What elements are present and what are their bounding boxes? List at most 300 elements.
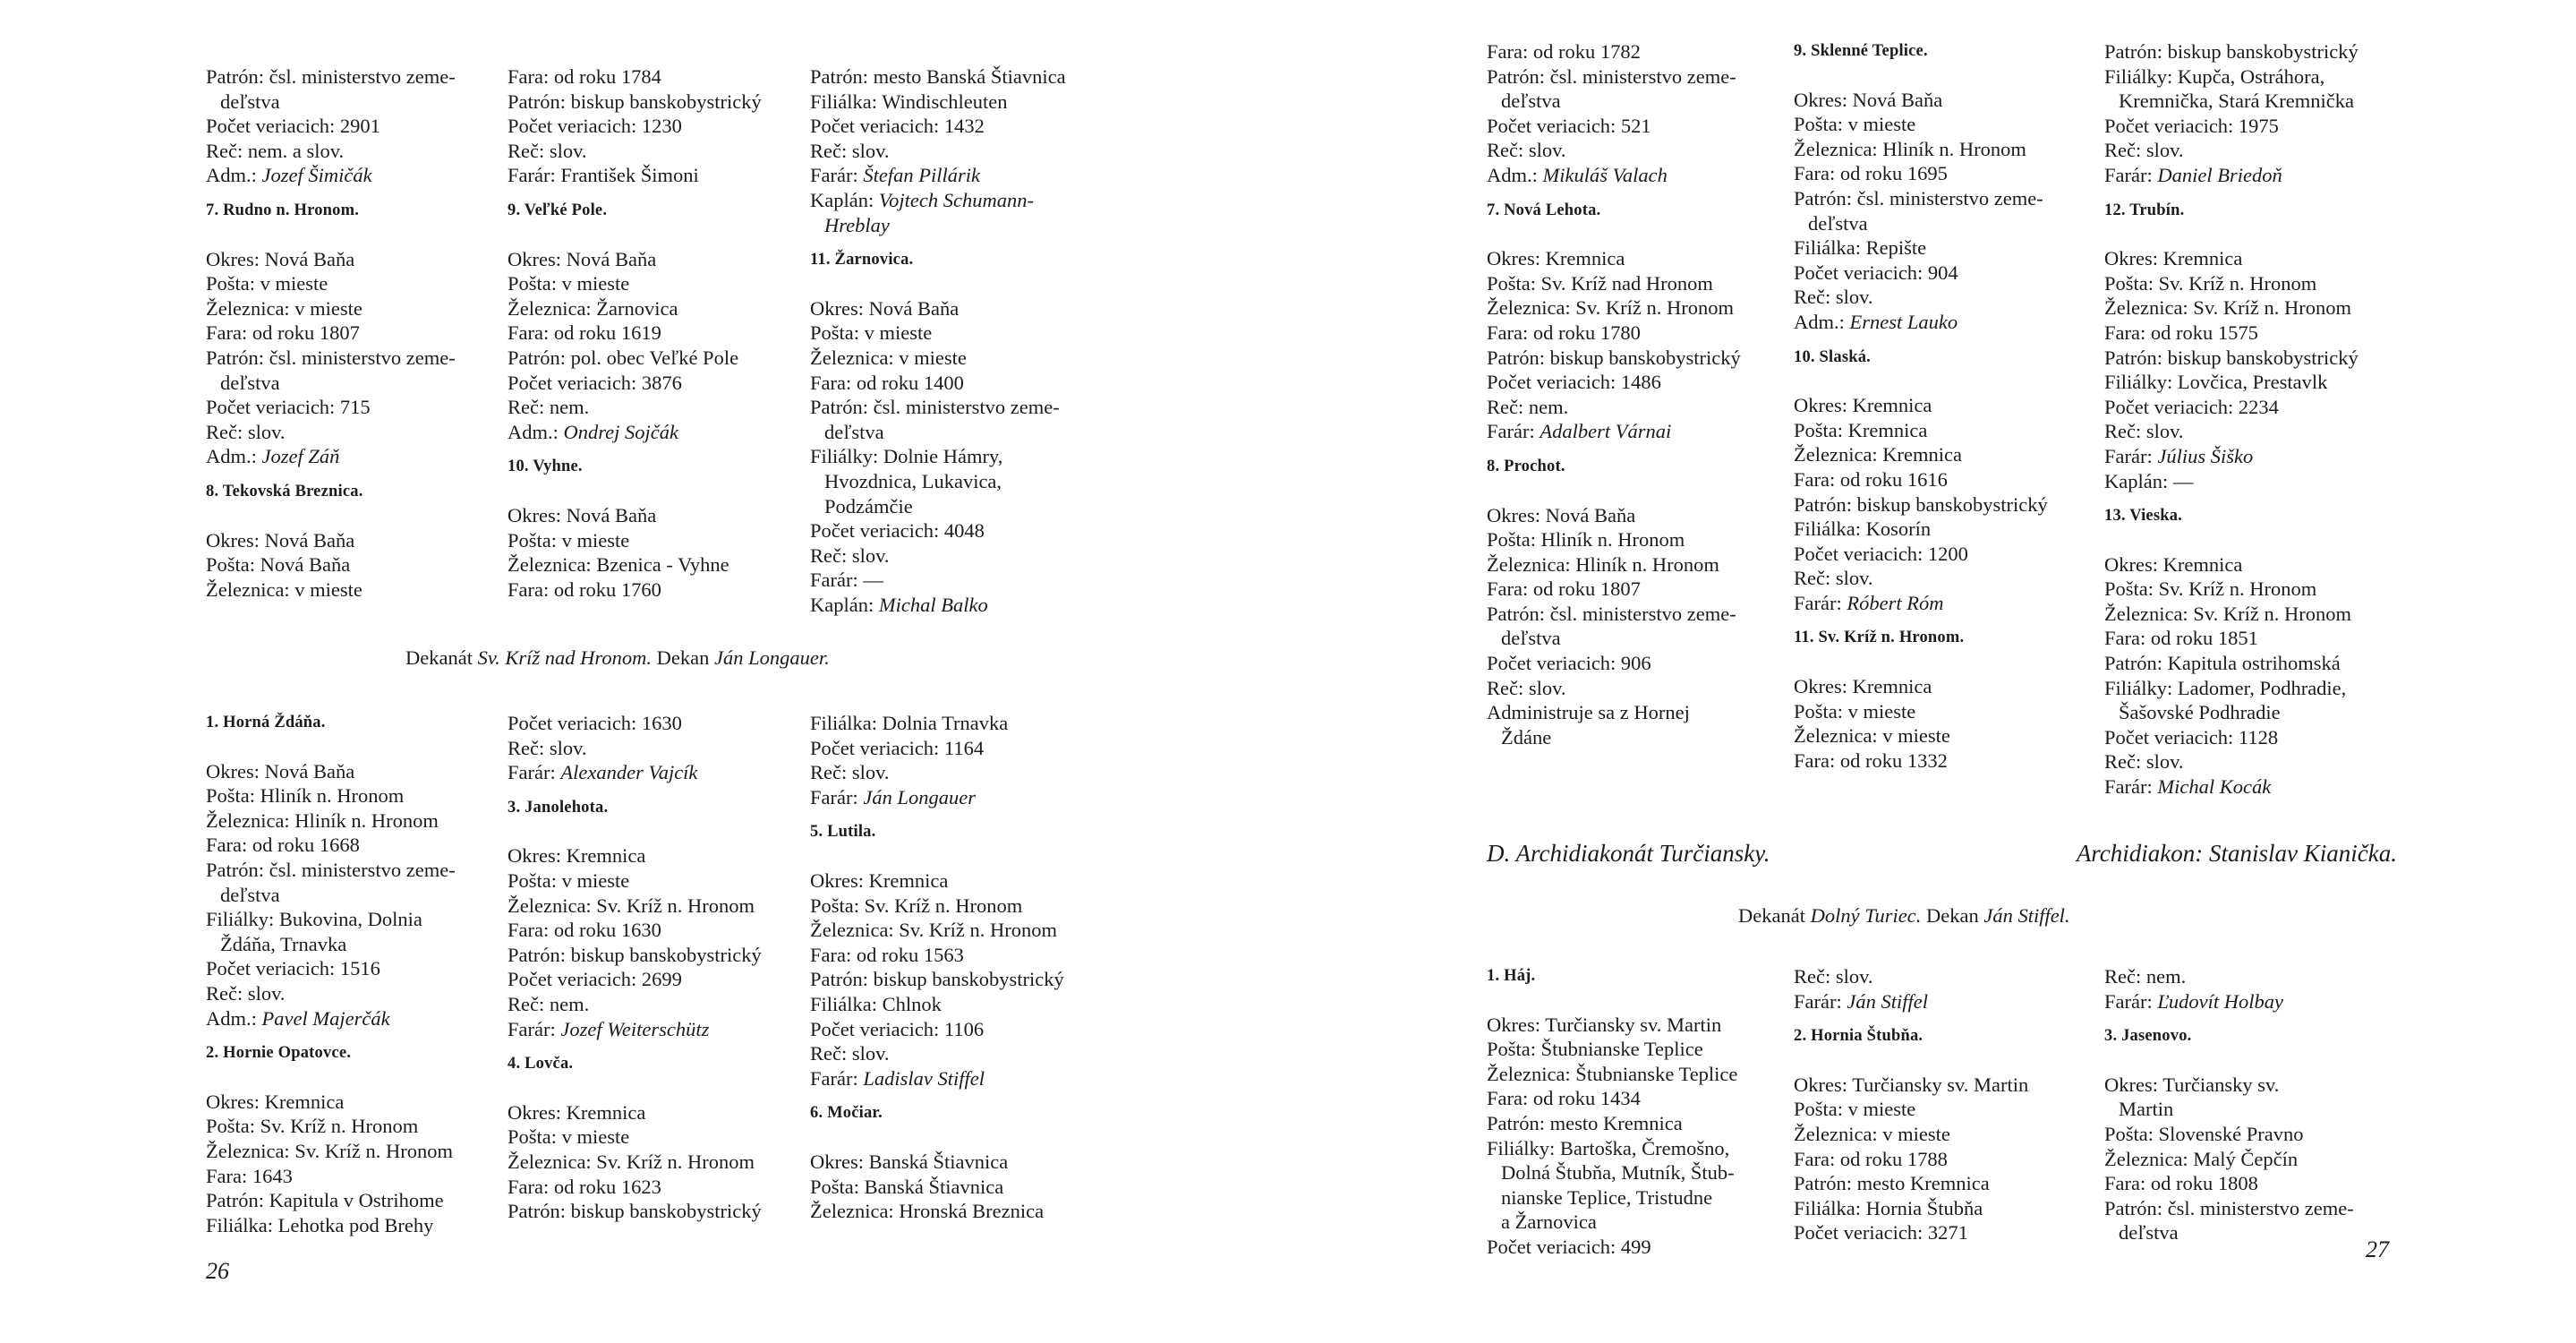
line-text: Počet veriacich: 1975 — [2104, 114, 2279, 137]
line-text: deľstva — [824, 420, 884, 443]
left-col-4 — [206, 711, 510, 1237]
entry-line — [508, 296, 812, 321]
entry-line — [810, 1041, 1114, 1066]
entry-line — [810, 64, 1114, 90]
line-text: Fara: od roku 1400 — [810, 371, 964, 394]
line-text: Fara: od roku 1623 — [508, 1175, 661, 1198]
person-name: Adalbert Várnai — [1540, 420, 1672, 443]
line-text: Fara: od roku 1695 — [1794, 162, 1948, 185]
entry-line — [508, 1150, 812, 1175]
line-text: Filiálka: Chlnok — [810, 992, 942, 1015]
line-text: Farár: — [2104, 775, 2158, 799]
line-text: Reč: slov. — [810, 543, 890, 567]
entry-line — [1487, 89, 1791, 114]
entry-line — [206, 552, 510, 577]
line-text: Fara: od roku 1434 — [1487, 1087, 1641, 1110]
line-text: Fara: od roku 1563 — [810, 943, 964, 966]
line-text: Farár: — [508, 761, 561, 784]
line-text: Patrón: biskup banskobystrický — [508, 943, 762, 966]
parish-entry — [1487, 964, 1791, 1260]
person-name: Ján Longauer — [863, 785, 976, 808]
entry-line — [2104, 577, 2409, 602]
entry-line — [206, 759, 510, 784]
line-text: Patrón: mesto Kremnica — [1487, 1111, 1683, 1134]
line-text: Železnica: v mieste — [206, 577, 363, 601]
entry-line — [206, 783, 510, 808]
line-text: Okres: Kremnica — [2104, 552, 2243, 576]
line-text: Počet veriacich: 521 — [1487, 114, 1651, 137]
right-col-3 — [2104, 39, 2409, 800]
person-name: Jozef Záň — [261, 445, 340, 468]
person-name: Pavel Majerčák — [261, 1006, 390, 1030]
parish-title: 11. Sv. Kríž n. Hronom. — [1794, 629, 1965, 647]
line-text: Fara: od roku 1668 — [206, 834, 360, 857]
entry-line — [1487, 346, 1791, 371]
person-name: Vojtech Schumann- — [878, 188, 1034, 211]
line-text: Farár: — [2104, 444, 2158, 467]
line-text: Farár: — — [810, 569, 883, 592]
line-text: Patrón: biskup banskobystrický — [2104, 346, 2358, 369]
line-text: Okres: Nová Baňa — [206, 247, 355, 270]
person-name: Ľudovít Holbay — [2157, 989, 2283, 1013]
line-text: Okres: Kremnica — [508, 1100, 646, 1124]
entry-line — [2104, 602, 2409, 627]
entry-line — [2104, 725, 2409, 750]
entry-line — [1794, 467, 2098, 492]
entry-line — [206, 321, 510, 346]
line-text: Farár: František Šimoni — [508, 164, 699, 187]
entry-line — [508, 894, 812, 919]
parish-entry — [508, 199, 812, 444]
entry-line — [508, 114, 812, 139]
line-text: Reč: nem. — [2104, 965, 2187, 988]
entry-line — [1794, 442, 2098, 467]
entry-line — [1794, 418, 2098, 443]
entry-line — [2104, 469, 2409, 494]
entry-line — [2104, 749, 2409, 774]
line-text: Počet veriacich: 2901 — [206, 115, 380, 138]
line-text: Reč: nem. a slov. — [206, 139, 345, 162]
entry-line — [810, 188, 1114, 213]
entry-line — [2104, 295, 2409, 321]
parish-entry — [810, 820, 1114, 1091]
entry-line — [508, 90, 812, 115]
entry-line — [508, 760, 812, 785]
entry-line — [1487, 602, 1791, 627]
parish-title: 6. Močiar. — [810, 1104, 883, 1123]
entry-line — [508, 992, 812, 1017]
line-text: Okres: Turčiansky sv. Martin — [1794, 1073, 2029, 1096]
entry-line — [206, 956, 510, 981]
entry-line — [810, 213, 1114, 238]
entry-line — [1794, 748, 2098, 774]
line-text: Farár: — [508, 1017, 561, 1040]
entry-line — [2104, 346, 2409, 371]
left-col-5 — [508, 711, 812, 1224]
line-text: Reč: slov. — [1487, 676, 1566, 699]
line-text: Železnica: v mieste — [1794, 724, 1950, 748]
entry-line — [2104, 989, 2409, 1014]
line-text: Pošta: v mieste — [1794, 699, 1916, 723]
entry-line — [206, 932, 510, 957]
line-text: Reč: slov. — [2104, 420, 2184, 443]
parish-entry — [508, 64, 812, 188]
parish-title: 2. Hornie Opatovce. — [206, 1044, 352, 1063]
entry-line — [1794, 393, 2098, 418]
line-text: Okres: Kremnica — [810, 868, 949, 892]
entry-line — [1487, 527, 1791, 552]
entry-line — [206, 833, 510, 858]
entry-line — [810, 593, 1114, 618]
entry-line — [206, 858, 510, 883]
line-text: Železnica: v mieste — [1794, 1122, 1950, 1145]
entry-line — [1487, 1037, 1791, 1062]
entry-line — [508, 736, 812, 761]
line-text: Patrón: biskup banskobystrický — [1487, 346, 1741, 369]
entry-line — [1487, 577, 1791, 602]
line-text: deľstva — [220, 90, 280, 113]
line-text: Farár: — [810, 1066, 864, 1090]
line-text: deľstva — [1501, 627, 1561, 650]
line-text: Počet veriacich: 1230 — [508, 115, 682, 138]
line-text: Reč: slov. — [1794, 286, 1873, 309]
line-text: Okres: Nová Baňa — [810, 296, 960, 320]
line-text: Fara: od roku 1760 — [508, 577, 661, 601]
entry-line — [810, 736, 1114, 761]
line-text: Fara: od roku 1780 — [1487, 321, 1641, 344]
line-text: Pošta: Sv. Kríž n. Hronom — [810, 894, 1023, 917]
parish-entry — [206, 64, 510, 188]
person-name: Ladislav Stiffel — [863, 1066, 985, 1090]
line-text: Reč: slov. — [2104, 750, 2184, 774]
page-number-left: 26 — [206, 1258, 229, 1284]
line-text: Počet veriacich: 2234 — [2104, 395, 2279, 418]
line-text: Okres: Kremnica — [1794, 675, 1932, 698]
entry-line — [1794, 591, 2098, 616]
line-text: Patrón: čsl. ministerstvo zeme- — [2104, 1196, 2354, 1219]
parish-entry — [1794, 1024, 2098, 1245]
parish-title: 1. Háj. — [1487, 967, 1536, 985]
line-text: Ždáne — [1501, 725, 1552, 748]
archdeacon-name: Archidiakon: Stanislav Kianička. — [2076, 840, 2397, 867]
entry-line — [1794, 261, 2098, 286]
entry-line — [810, 469, 1114, 494]
line-text: Patrón: Kapitula ostrihomská — [2104, 652, 2341, 675]
entry-line — [2104, 370, 2409, 395]
entry-line — [1794, 285, 2098, 310]
parish-title: 13. Vieska. — [2104, 507, 2183, 526]
line-text: Pošta: v mieste — [810, 321, 933, 345]
line-text: Hvozdnica, Lukavica, — [824, 469, 1002, 492]
line-text: Adm.: — [508, 420, 564, 443]
entry-line — [508, 395, 812, 420]
entry-line — [810, 346, 1114, 371]
entry-line — [206, 64, 510, 90]
line-text: Patrón: Kapitula v Ostrihome — [206, 1189, 444, 1212]
right-col-6 — [2104, 964, 2409, 1245]
entry-line — [206, 139, 510, 164]
parish-entry — [1794, 39, 2098, 335]
entry-line — [1487, 321, 1791, 346]
entry-line — [1794, 566, 2098, 591]
line-text: Fara: od roku 1619 — [508, 321, 661, 345]
entry-line — [1794, 492, 2098, 518]
line-text: Železnica: Sv. Kríž n. Hronom — [2104, 296, 2351, 320]
line-text: Fara: od roku 1851 — [2104, 627, 2258, 650]
entry-line — [508, 420, 812, 445]
entry-line — [206, 395, 510, 420]
parish-entry — [2104, 199, 2409, 494]
line-text: Pošta: v mieste — [508, 272, 630, 295]
entry-line — [508, 868, 812, 894]
entry-line — [2104, 444, 2409, 469]
left-col-6 — [810, 711, 1114, 1224]
entry-line — [206, 1213, 510, 1238]
entry-line — [508, 943, 812, 968]
parish-title: 9. Sklenné Teplice. — [1794, 42, 1928, 60]
line-text: Počet veriacich: 1486 — [1487, 371, 1661, 394]
entry-line — [2104, 964, 2409, 989]
line-text: Filiálka: Dolnia Trnavka — [810, 712, 1009, 734]
line-text: Reč: slov. — [1794, 965, 1873, 988]
entry-line — [1794, 211, 2098, 236]
entry-line — [206, 907, 510, 932]
parish-entry — [1794, 626, 2098, 773]
line-text: Reč: slov. — [2104, 139, 2184, 162]
line-text: Reč: slov. — [508, 736, 587, 759]
entry-line — [1794, 517, 2098, 542]
line-text: Farár: — [2104, 163, 2158, 186]
entry-line — [1794, 699, 2098, 724]
entry-line — [206, 1164, 510, 1189]
line-text: Pošta: Hliník n. Hronom — [1487, 528, 1685, 552]
parish-title: 4. Lovča. — [508, 1055, 574, 1074]
line-text: nianske Teplice, Tristudne — [1501, 1185, 1713, 1209]
entry-line — [508, 163, 812, 188]
line-text: Počet veriacich: 1128 — [2104, 725, 2279, 748]
parish-entry — [810, 64, 1114, 237]
entry-line — [1487, 1086, 1791, 1111]
entry-line — [508, 918, 812, 943]
entry-line — [508, 139, 812, 164]
parish-title: 9. Veľké Pole. — [508, 201, 608, 219]
entry-line — [1487, 676, 1791, 701]
entry-line — [810, 139, 1114, 164]
line-text: Pošta: Sv. Kríž nad Hronom — [1487, 271, 1713, 295]
entry-line — [1794, 1122, 2098, 1147]
line-text: Okres: Banská Štiavnica — [810, 1150, 1009, 1173]
line-text: Okres: Nová Baňa — [1487, 503, 1636, 526]
line-text: Železnica: Žarnovica — [508, 296, 678, 320]
entry-line — [1794, 674, 2098, 699]
line-text: Adm.: — [1794, 310, 1850, 333]
line-text: Pošta: Sv. Kríž n. Hronom — [206, 1115, 419, 1138]
person-name: Jozef Šimičák — [261, 164, 372, 187]
entry-line — [2104, 321, 2409, 346]
entry-line — [508, 528, 812, 553]
entry-line — [2104, 774, 2409, 800]
parish-entry — [206, 711, 510, 1031]
entry-line — [206, 1090, 510, 1115]
line-text: Podzámčie — [824, 494, 913, 518]
entry-line — [1487, 246, 1791, 271]
entry-line — [810, 568, 1114, 593]
entry-line — [206, 271, 510, 296]
entry-line — [1794, 1073, 2098, 1098]
entry-line — [810, 371, 1114, 396]
entry-line — [2104, 246, 2409, 271]
line-text: Kaplán: — [810, 188, 879, 211]
line-text: Okres: Nová Baňa — [1794, 88, 1943, 111]
line-text: Patrón: mesto Banská Štiavnica — [810, 65, 1066, 88]
line-text: Pošta: Kremnica — [1794, 418, 1928, 441]
entry-line — [2104, 39, 2409, 64]
entry-line — [1487, 114, 1791, 139]
entry-line — [1794, 542, 2098, 567]
line-text: Pošta: Štubnianske Teplice — [1487, 1038, 1703, 1061]
parish-entry — [508, 711, 812, 785]
line-text: Počet veriacich: 2699 — [508, 968, 682, 991]
parish-title: 12. Trubín. — [2104, 201, 2185, 219]
entry-line — [810, 163, 1114, 188]
parish-entry — [1487, 39, 1791, 188]
entry-line — [508, 1199, 812, 1224]
line-text: Okres: Nová Baňa — [206, 528, 355, 552]
entry-line — [2104, 64, 2409, 90]
line-text: Železnica: Sv. Kríž n. Hronom — [1487, 296, 1734, 320]
entry-line — [2104, 1147, 2409, 1172]
line-text: Šašovské Podhradie — [2119, 701, 2281, 724]
parish-entry — [2104, 1024, 2409, 1245]
line-text: Železnica: Bzenica - Vyhne — [508, 553, 729, 577]
archdeaconry-title: D. Archidiakonát Turčiansky. — [1487, 840, 1770, 867]
line-text: Fara: od roku 1807 — [1487, 577, 1641, 601]
line-text: Ždáňa, Trnavka — [220, 932, 347, 955]
entry-line — [2104, 163, 2409, 188]
parish-title: 10. Vyhne. — [508, 458, 583, 476]
entry-line — [810, 321, 1114, 346]
entry-line — [1487, 503, 1791, 528]
entry-line — [2104, 419, 2409, 444]
line-text: Patrón: biskup banskobystrický — [508, 1200, 762, 1223]
entry-line — [206, 247, 510, 272]
entry-line — [2104, 651, 2409, 676]
person-name: Štefan Pillárik — [863, 164, 980, 187]
parish-entry — [2104, 39, 2409, 188]
line-text: deľstva — [220, 883, 280, 906]
entry-line — [508, 371, 812, 396]
entry-line — [206, 1114, 510, 1139]
entry-line — [508, 1125, 812, 1150]
line-text: Počet veriacich: 715 — [206, 396, 371, 419]
line-text: Reč: slov. — [1487, 139, 1566, 162]
entry-line — [810, 1150, 1114, 1175]
line-text: Filiálka: Kosorín — [1794, 518, 1932, 541]
entry-line — [810, 518, 1114, 543]
line-text: Fara: od roku 1808 — [2104, 1172, 2258, 1195]
line-text: Fara: od roku 1782 — [1487, 40, 1641, 63]
entry-line — [810, 494, 1114, 519]
entry-line — [1487, 1136, 1791, 1161]
entry-line — [1794, 1147, 2098, 1172]
entry-line — [1487, 1185, 1791, 1210]
line-text: Adm.: — [206, 1006, 262, 1030]
line-text: Farár: — [810, 785, 864, 808]
entry-line — [206, 371, 510, 396]
left-col-1 — [206, 64, 510, 602]
entry-line — [1794, 137, 2098, 162]
line-text: Patrón: mesto Kremnica — [1794, 1172, 1990, 1195]
entry-line — [1794, 310, 2098, 335]
entry-line — [206, 1006, 510, 1031]
person-name: Michal Kocák — [2157, 775, 2272, 799]
entry-line — [810, 1066, 1114, 1091]
person-name: Mikuláš Valach — [1542, 163, 1668, 186]
entry-line — [2104, 1122, 2409, 1147]
entry-line — [2104, 395, 2409, 420]
line-text: Pošta: v mieste — [1794, 113, 1916, 136]
line-text: Okres: Kremnica — [1794, 394, 1932, 417]
line-text: Reč: nem. — [508, 992, 590, 1015]
entry-line — [2104, 1220, 2409, 1245]
entry-line — [206, 1188, 510, 1213]
entry-line — [1487, 295, 1791, 321]
entry-line — [810, 90, 1114, 115]
entry-line — [2104, 138, 2409, 163]
right-col-1 — [1487, 39, 1791, 749]
line-text: Počet veriacich: 4048 — [810, 519, 985, 543]
parish-entry — [810, 1101, 1114, 1223]
entry-line — [206, 346, 510, 371]
line-text: Železnica: v mieste — [810, 346, 967, 369]
line-text: Farár: — [1487, 420, 1540, 443]
parish-title: 3. Janolehota. — [508, 798, 609, 817]
line-text: Počet veriacich: 3876 — [508, 371, 682, 394]
entry-line — [206, 90, 510, 115]
line-text: Patrón: biskup banskobystrický — [2104, 40, 2358, 63]
entry-line — [1487, 1062, 1791, 1087]
right-col-2 — [1794, 39, 2098, 773]
right-col-4 — [1487, 964, 1791, 1260]
left-col-3 — [810, 64, 1114, 617]
entry-line — [206, 444, 510, 469]
line-text: Okres: Turčiansky sv. — [2104, 1073, 2280, 1096]
line-text: Reč: slov. — [810, 761, 890, 784]
entry-line — [1487, 163, 1791, 188]
line-text: Pošta: v mieste — [508, 528, 630, 552]
parish-title: 5. Lutila. — [810, 823, 876, 842]
entry-line — [1487, 651, 1791, 676]
line-text: Pošta: Slovenské Pravno — [2104, 1122, 2304, 1145]
line-text: Patrón: biskup banskobystrický — [810, 968, 1064, 991]
entry-line — [508, 64, 812, 90]
line-text: Reč: slov. — [810, 1042, 890, 1065]
entry-line — [1487, 725, 1791, 750]
entry-line — [508, 271, 812, 296]
line-text: Reč: slov. — [508, 139, 587, 162]
parish-title: 2. Hornia Štubňa. — [1794, 1027, 1923, 1046]
line-text: Fara: od roku 1788 — [1794, 1147, 1948, 1170]
entry-line — [508, 346, 812, 371]
entry-line — [206, 1139, 510, 1164]
line-text: Adm.: — [1487, 163, 1543, 186]
page-number-right: 27 — [2366, 1236, 2389, 1262]
person-name: Daniel Briedoň — [2157, 163, 2282, 186]
entry-line — [810, 711, 1114, 736]
person-name: Ernest Lauko — [1849, 310, 1958, 333]
entry-line — [508, 711, 812, 736]
line-text: Kaplán: — — [2104, 469, 2194, 492]
